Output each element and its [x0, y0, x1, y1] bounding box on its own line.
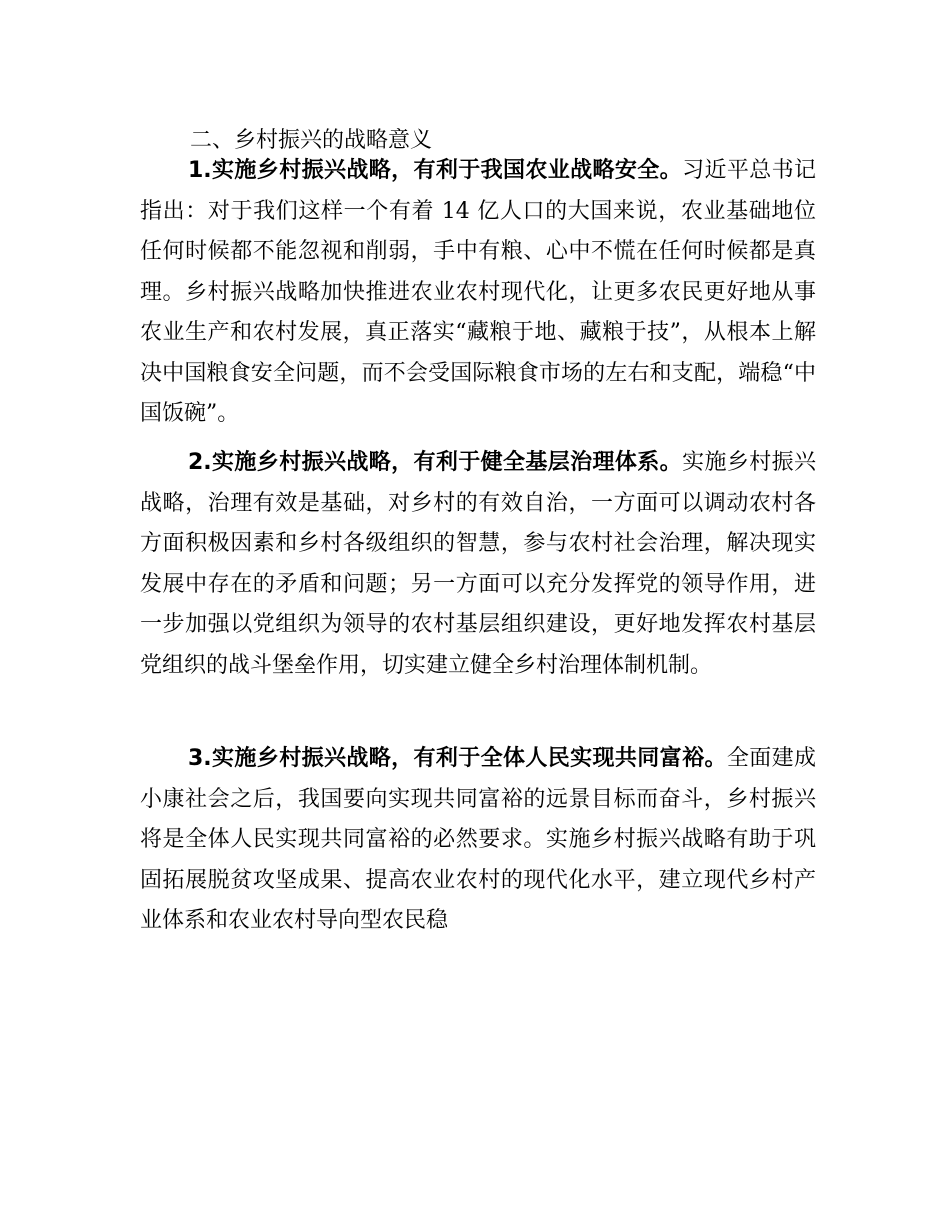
section-heading: 二、乡村振兴的战略意义 [190, 128, 433, 153]
paragraph-3-lead: 3.实施乡村振兴战略，有利于全体人民实现共同富裕。 [188, 746, 727, 771]
paragraph-2-body: 实施乡村振兴战略，治理有效是基础，对乡村的有效自治，一方面可以调动农村各方面积极因素和乡村各级组织的智慧，参与农村社会治理，解决现实发展中存在的矛盾和问题；另一方面可以充分发挥党的领导作用，进一步加强以党组织为领导的农村基层组织建设，更好地发挥农村基层党组织的战斗堡垒作用，切实建立健全乡村治理体制机制。 [140, 450, 816, 678]
paragraph-3 [140, 739, 816, 942]
paragraph-2-lead: 2.实施乡村振兴战略，有利于健全基层治理体系。 [188, 450, 683, 475]
paragraph-2 [140, 443, 816, 686]
paragraph-1-lead: 1.实施乡村振兴战略，有利于我国农业战略安全。 [188, 158, 683, 183]
paragraph-1 [140, 151, 816, 435]
paragraph-1-body: 习近平总书记指出：对于我们这样一个有着 14 亿人口的大国来说，农业基础地位任何时候都不能忽视和削弱，手中有粮、心中不慌在任何时候都是真理。乡村振兴战略加快推进农业农村现代化，让更多农民更好地从事农业生产和农村发展，真正落实“藏粮于地、藏粮于技”，从根本上解决中国粮食安全问题，而不会受国际粮食市场的左右和支配，端稳“中国饭碗”。 [140, 158, 816, 426]
paragraph-3-body: 全面建成小康社会之后，我国要向实现共同富裕的远景目标而奋斗，乡村振兴将是全体人民实现共同富裕的必然要求。实施乡村振兴战略有助于巩固拓展脱贫攻坚成果、提高农业农村的现代化水平，建立现代乡村产业体系和农业农村导向型农民稳 [140, 746, 816, 933]
